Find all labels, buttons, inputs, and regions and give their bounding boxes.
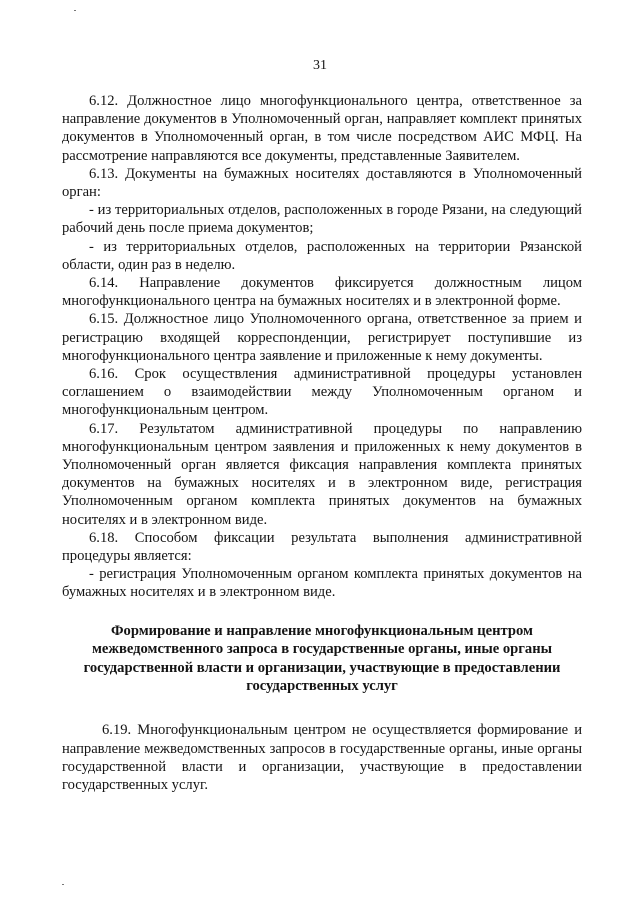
list-item-ryazan-city: - из территориальных отделов, расположенных в городе Рязани, на следующий рабочий день после приема документов;	[62, 202, 582, 237]
paragraph-6-13: 6.13. Документы на бумажных носителях доставляются в Уполномоченный орган:	[62, 165, 582, 201]
paragraph-6-14: 6.14. Направление документов фиксируется должностным лицом многофункционального центра на бумажных носителях и в электронной форме.	[62, 275, 582, 310]
document-body	[62, 92, 582, 794]
paragraph-6-15: 6.15. Должностное лицо Уполномоченного органа, ответственное за прием и регистрацию входящей корреспонденции, регистрирует поступившие из многофункционального центра заявление и приложенные к нему документы.	[62, 311, 582, 364]
scan-speck	[74, 10, 76, 11]
paragraph-6-18: 6.18. Способом фиксации результата выполнения административной процедуры является:	[62, 529, 582, 565]
paragraph-6-17: 6.17. Результатом административной процедуры по направлению многофункциональным центром заявления и приложенных к нему документов в Уполномоченный орган является фиксация направления комплекта принятых документов на бумажных носителях и в электронном виде, регистрация Уполномоченным органом комплекта принятых документов на бумажных носителях и в электронном виде.	[62, 420, 582, 528]
list-item-ryazan-region: - из территориальных отделов, расположенных на территории Рязанской области, один раз в неделю.	[62, 238, 582, 273]
section-heading: Формирование и направление многофункциональным центром межведомственного запроса в государственные органы, иные органы государственной власти и организации, участвующие в предоставлении государственных услуг	[83, 622, 561, 694]
paragraph-6-12: 6.12. Должностное лицо многофункционального центра, ответственное за направление документов в Уполномоченный орган, направляет комплект принятых документов в Уполномоченный орган, в том числе посредством АИС МФЦ. На рассмотрение направляются все документы, представленные Заявителем.	[62, 93, 582, 164]
page-number: 31	[313, 58, 327, 73]
scan-speck	[62, 884, 64, 885]
paragraph-6-16: 6.16. Срок осуществления административной процедуры установлен соглашением о взаимодействии между Уполномоченным органом и многофункциональным центром.	[62, 366, 582, 419]
paragraph-6-19: 6.19. Многофункциональным центром не осуществляется формирование и направление межведомственных запросов в государственные органы, иные органы государственной власти и организации, участвующие в предоставлении государственных услуг.	[62, 722, 582, 793]
list-item-registration: - регистрация Уполномоченным органом комплекта принятых документов на бумажных носителях и в электронном виде.	[62, 566, 582, 601]
